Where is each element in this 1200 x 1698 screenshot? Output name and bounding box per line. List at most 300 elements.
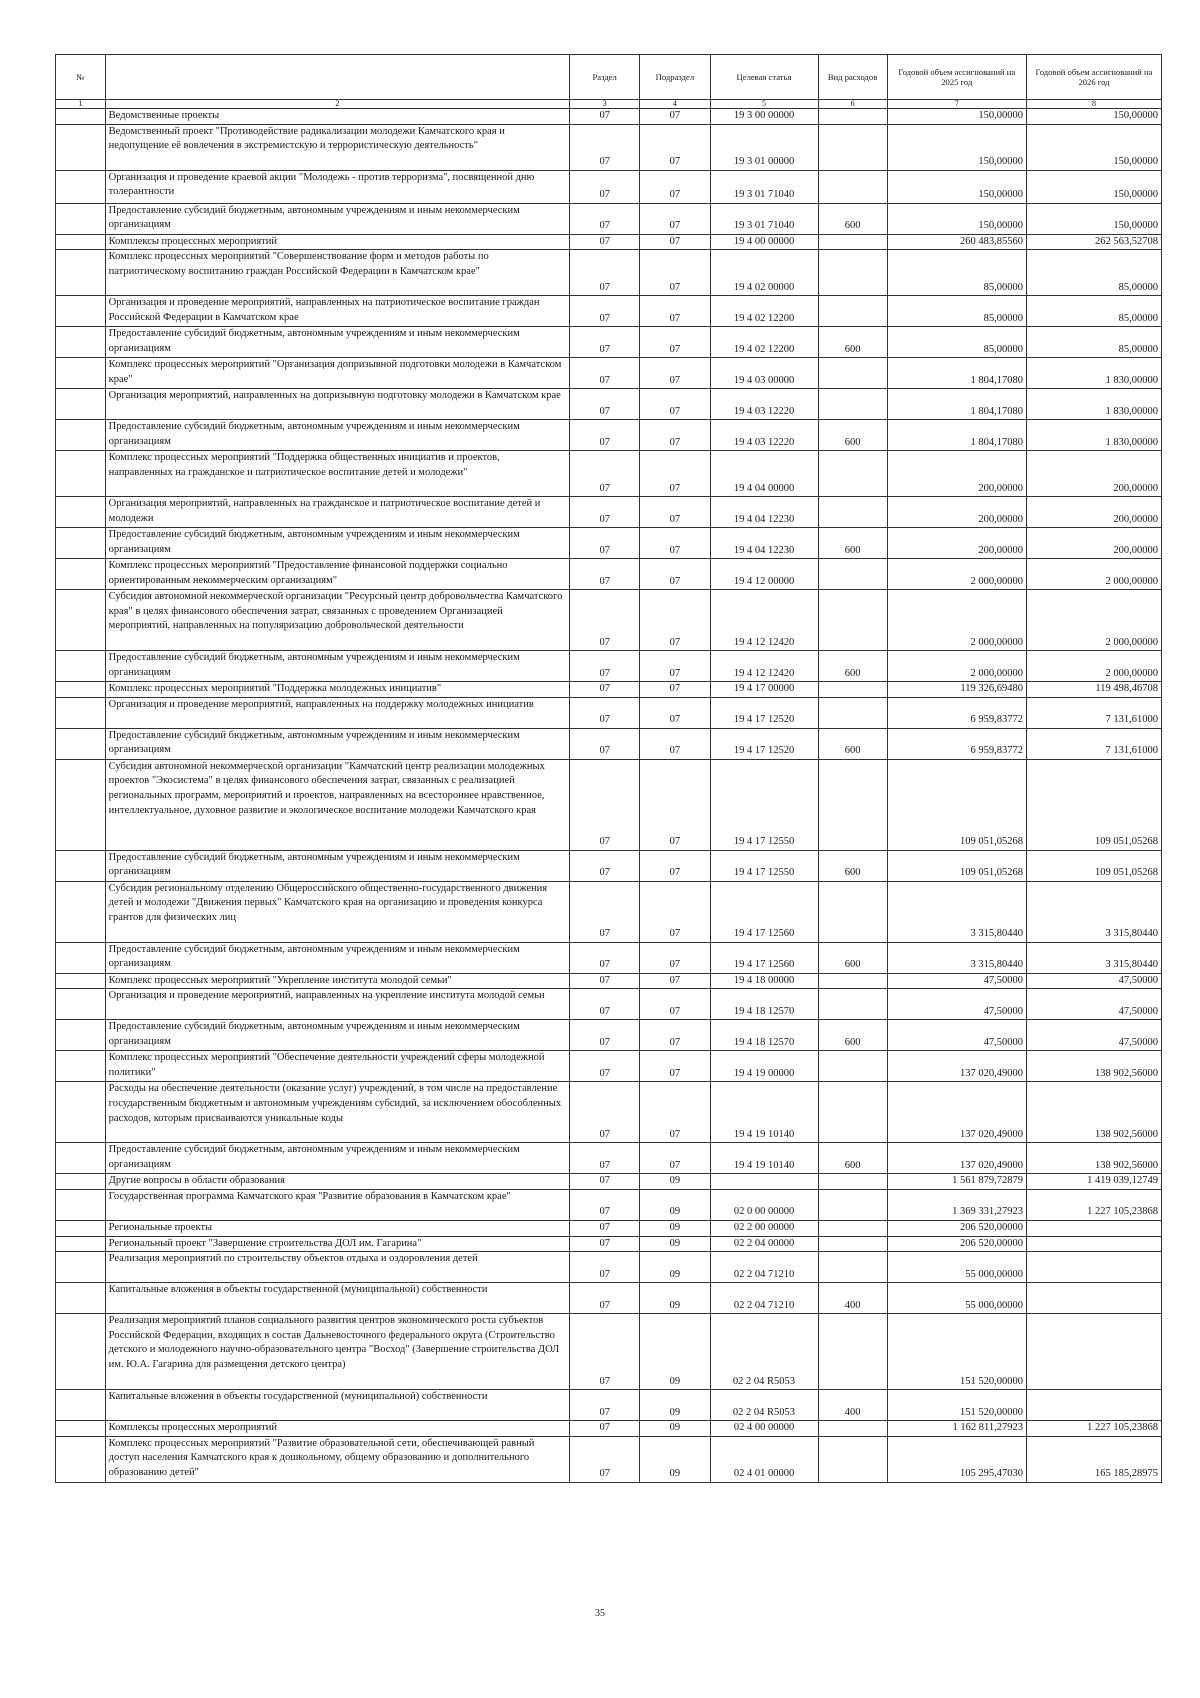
razdel-cell: 07 xyxy=(570,1143,640,1174)
amount-2025-cell: 1 561 879,72879 xyxy=(887,1174,1026,1190)
podrazdel-cell: 07 xyxy=(640,559,710,590)
podrazdel-cell: 07 xyxy=(640,528,710,559)
amount-2025-cell: 2 000,00000 xyxy=(887,559,1026,590)
razdel-cell: 07 xyxy=(570,590,640,651)
table-row xyxy=(56,728,1162,759)
table-row xyxy=(56,697,1162,728)
amount-2025-cell: 200,00000 xyxy=(887,528,1026,559)
row-name-cell: Предоставление субсидий бюджетным, автономным учреждениям и иным некоммерческим организациям xyxy=(105,420,569,451)
table-row xyxy=(56,497,1162,528)
row-number-cell xyxy=(56,528,106,559)
table-row xyxy=(56,234,1162,250)
razdel-cell: 07 xyxy=(570,1020,640,1051)
podrazdel-cell: 07 xyxy=(640,881,710,942)
razdel-cell: 07 xyxy=(570,358,640,389)
column-number: 1 xyxy=(56,100,106,109)
row-number-cell xyxy=(56,124,106,170)
row-name-cell: Субсидия автономной некоммерческой организации "Ресурсный центр добровольчества Камчатского края" в целях финансового обеспечения затрат, связанных с проведением Организацией мероприятий, направленных на популяризацию добровольческой деятельности xyxy=(105,590,569,651)
expense-type-cell xyxy=(818,1189,887,1220)
amount-2025-cell: 137 020,49000 xyxy=(887,1082,1026,1143)
target-article-cell: 02 4 01 00000 xyxy=(710,1436,818,1482)
table-row xyxy=(56,1189,1162,1220)
amount-2026-cell: 262 563,52708 xyxy=(1026,234,1161,250)
amount-2025-cell: 1 804,17080 xyxy=(887,420,1026,451)
row-number-cell xyxy=(56,682,106,698)
table-row xyxy=(56,1220,1162,1236)
target-article-cell: 02 2 04 00000 xyxy=(710,1236,818,1252)
expense-type-cell: 600 xyxy=(818,1143,887,1174)
expense-type-cell xyxy=(818,590,887,651)
target-article-cell: 19 4 19 00000 xyxy=(710,1051,818,1082)
expense-type-cell xyxy=(818,973,887,989)
target-article-cell: 19 4 18 12570 xyxy=(710,1020,818,1051)
row-number-cell xyxy=(56,728,106,759)
table-row xyxy=(56,1421,1162,1437)
amount-2025-cell: 1 162 811,27923 xyxy=(887,1421,1026,1437)
row-number-cell xyxy=(56,559,106,590)
target-article-cell xyxy=(710,1174,818,1190)
table-row xyxy=(56,1174,1162,1190)
razdel-cell: 07 xyxy=(570,1051,640,1082)
amount-2025-cell: 150,00000 xyxy=(887,170,1026,203)
amount-2025-cell: 1 804,17080 xyxy=(887,358,1026,389)
amount-2026-cell: 109 051,05268 xyxy=(1026,850,1161,881)
target-article-cell: 19 4 04 12230 xyxy=(710,497,818,528)
razdel-cell: 07 xyxy=(570,942,640,973)
razdel-cell: 07 xyxy=(570,1421,640,1437)
amount-2025-cell: 55 000,00000 xyxy=(887,1252,1026,1283)
table-row xyxy=(56,420,1162,451)
razdel-cell: 07 xyxy=(570,973,640,989)
row-name-cell: Государственная программа Камчатского края "Развитие образования в Камчатском крае" xyxy=(105,1189,569,1220)
row-name-cell: Региональные проекты xyxy=(105,1220,569,1236)
budget-table-page xyxy=(55,54,1162,1483)
amount-2026-cell xyxy=(1026,1283,1161,1314)
podrazdel-cell: 07 xyxy=(640,590,710,651)
column-number: 3 xyxy=(570,100,640,109)
target-article-cell: 02 2 04 71210 xyxy=(710,1283,818,1314)
amount-2025-cell: 1 369 331,27923 xyxy=(887,1189,1026,1220)
amount-2026-cell: 85,00000 xyxy=(1026,250,1161,296)
row-number-cell xyxy=(56,759,106,850)
row-name-cell: Предоставление субсидий бюджетным, автономным учреждениям и иным некоммерческим организациям xyxy=(105,203,569,234)
podrazdel-cell: 07 xyxy=(640,942,710,973)
razdel-cell: 07 xyxy=(570,451,640,497)
table-row xyxy=(56,1390,1162,1421)
row-number-cell xyxy=(56,989,106,1020)
amount-2026-cell xyxy=(1026,1314,1161,1390)
expense-type-cell: 600 xyxy=(818,651,887,682)
razdel-cell: 07 xyxy=(570,1283,640,1314)
row-number-cell xyxy=(56,1436,106,1482)
amount-2026-cell: 2 000,00000 xyxy=(1026,559,1161,590)
razdel-cell: 07 xyxy=(570,296,640,327)
target-article-cell: 02 0 00 00000 xyxy=(710,1189,818,1220)
row-number-cell xyxy=(56,1020,106,1051)
row-name-cell: Предоставление субсидий бюджетным, автономным учреждениям и иным некоммерческим организациям xyxy=(105,728,569,759)
table-row xyxy=(56,1436,1162,1482)
row-name-cell: Организация мероприятий, направленных на допризывную подготовку молодежи в Камчатском крае xyxy=(105,389,569,420)
table-row xyxy=(56,296,1162,327)
expense-type-cell: 600 xyxy=(818,728,887,759)
amount-2025-cell: 150,00000 xyxy=(887,124,1026,170)
header-target-article: Целевая статья xyxy=(710,55,818,100)
row-number-cell xyxy=(56,1143,106,1174)
row-number-cell xyxy=(56,1220,106,1236)
row-number-cell xyxy=(56,697,106,728)
row-name-cell: Комплекс процессных мероприятий "Поддержка общественных инициатив и проектов, направленных на гражданское и патриотическое воспитание детей и молодежи" xyxy=(105,451,569,497)
target-article-cell: 02 2 00 00000 xyxy=(710,1220,818,1236)
amount-2025-cell: 137 020,49000 xyxy=(887,1051,1026,1082)
podrazdel-cell: 07 xyxy=(640,250,710,296)
table-body xyxy=(56,109,1162,1483)
expense-type-cell xyxy=(818,697,887,728)
table-row xyxy=(56,559,1162,590)
target-article-cell: 19 4 17 12520 xyxy=(710,697,818,728)
target-article-cell: 19 4 00 00000 xyxy=(710,234,818,250)
podrazdel-cell: 07 xyxy=(640,1051,710,1082)
table-row xyxy=(56,1314,1162,1390)
table-row xyxy=(56,651,1162,682)
row-name-cell: Капитальные вложения в объекты государственной (муниципальной) собственности xyxy=(105,1283,569,1314)
amount-2025-cell: 47,50000 xyxy=(887,1020,1026,1051)
table-row xyxy=(56,1236,1162,1252)
row-name-cell: Комплексы процессных мероприятий xyxy=(105,234,569,250)
podrazdel-cell: 07 xyxy=(640,1020,710,1051)
row-name-cell: Реализация мероприятий планов социального развития центров экономического роста субъектов Российской Федерации, входящих в состав Дальневосточного федерального округа (Строительство детского и молодежного научно-образовательного центра "Восход" (Завершение строительства ДОЛ им. Ю.А. Гагарина для размещения детского центра) xyxy=(105,1314,569,1390)
amount-2025-cell: 200,00000 xyxy=(887,497,1026,528)
amount-2026-cell: 109 051,05268 xyxy=(1026,759,1161,850)
target-article-cell: 19 4 17 12560 xyxy=(710,942,818,973)
row-name-cell: Предоставление субсидий бюджетным, автономным учреждениям и иным некоммерческим организациям xyxy=(105,528,569,559)
amount-2026-cell: 138 902,56000 xyxy=(1026,1143,1161,1174)
podrazdel-cell: 09 xyxy=(640,1283,710,1314)
expense-type-cell xyxy=(818,250,887,296)
expense-type-cell xyxy=(818,1252,887,1283)
table-row xyxy=(56,1283,1162,1314)
podrazdel-cell: 07 xyxy=(640,759,710,850)
row-number-cell xyxy=(56,420,106,451)
row-number-cell xyxy=(56,1390,106,1421)
expense-type-cell xyxy=(818,1051,887,1082)
razdel-cell: 07 xyxy=(570,1252,640,1283)
row-number-cell xyxy=(56,250,106,296)
razdel-cell: 07 xyxy=(570,203,640,234)
podrazdel-cell: 07 xyxy=(640,497,710,528)
row-name-cell: Организация и проведение мероприятий, направленных на укрепление института молодой семьи xyxy=(105,989,569,1020)
amount-2025-cell: 260 483,85560 xyxy=(887,234,1026,250)
row-number-cell xyxy=(56,881,106,942)
podrazdel-cell: 07 xyxy=(640,203,710,234)
column-number: 2 xyxy=(105,100,569,109)
target-article-cell: 19 4 18 12570 xyxy=(710,989,818,1020)
razdel-cell: 07 xyxy=(570,1174,640,1190)
row-name-cell: Субсидия региональному отделению Общероссийского общественно-государственного движения детей и молодежи "Движения первых" Камчатского края на организацию и проведения конкурса грантов для физических лиц xyxy=(105,881,569,942)
podrazdel-cell: 07 xyxy=(640,389,710,420)
table-row xyxy=(56,170,1162,203)
row-name-cell: Комплекс процессных мероприятий "Обеспечение деятельности учреждений сферы молодежной политики" xyxy=(105,1051,569,1082)
row-number-cell xyxy=(56,850,106,881)
amount-2025-cell: 3 315,80440 xyxy=(887,881,1026,942)
amount-2026-cell: 119 498,46708 xyxy=(1026,682,1161,698)
podrazdel-cell: 09 xyxy=(640,1189,710,1220)
table-row xyxy=(56,1020,1162,1051)
amount-2026-cell xyxy=(1026,1236,1161,1252)
row-number-cell xyxy=(56,170,106,203)
razdel-cell: 07 xyxy=(570,1436,640,1482)
podrazdel-cell: 09 xyxy=(640,1390,710,1421)
podrazdel-cell: 09 xyxy=(640,1174,710,1190)
expense-type-cell xyxy=(818,497,887,528)
amount-2025-cell: 85,00000 xyxy=(887,296,1026,327)
amount-2026-cell: 1 227 105,23868 xyxy=(1026,1189,1161,1220)
amount-2026-cell: 1 830,00000 xyxy=(1026,358,1161,389)
table-row xyxy=(56,250,1162,296)
target-article-cell: 19 4 18 00000 xyxy=(710,973,818,989)
amount-2026-cell: 85,00000 xyxy=(1026,296,1161,327)
table-header-row xyxy=(56,55,1162,100)
row-number-cell xyxy=(56,1082,106,1143)
podrazdel-cell: 07 xyxy=(640,1143,710,1174)
column-number-row xyxy=(56,100,1162,109)
amount-2025-cell: 150,00000 xyxy=(887,109,1026,125)
row-number-cell xyxy=(56,1421,106,1437)
podrazdel-cell: 07 xyxy=(640,358,710,389)
razdel-cell: 07 xyxy=(570,170,640,203)
row-name-cell: Капитальные вложения в объекты государственной (муниципальной) собственности xyxy=(105,1390,569,1421)
target-article-cell: 19 4 03 00000 xyxy=(710,358,818,389)
table-row xyxy=(56,1051,1162,1082)
target-article-cell: 19 4 04 12230 xyxy=(710,528,818,559)
expense-type-cell xyxy=(818,759,887,850)
amount-2026-cell: 150,00000 xyxy=(1026,170,1161,203)
razdel-cell: 07 xyxy=(570,1189,640,1220)
row-number-cell xyxy=(56,203,106,234)
row-number-cell xyxy=(56,1252,106,1283)
row-number-cell xyxy=(56,358,106,389)
expense-type-cell xyxy=(818,389,887,420)
target-article-cell: 19 4 02 12200 xyxy=(710,327,818,358)
razdel-cell: 07 xyxy=(570,250,640,296)
amount-2025-cell: 3 315,80440 xyxy=(887,942,1026,973)
expense-type-cell: 600 xyxy=(818,528,887,559)
amount-2026-cell: 47,50000 xyxy=(1026,1020,1161,1051)
row-name-cell: Ведомственные проекты xyxy=(105,109,569,125)
podrazdel-cell: 09 xyxy=(640,1220,710,1236)
target-article-cell: 02 2 04 R5053 xyxy=(710,1314,818,1390)
table-row xyxy=(56,942,1162,973)
row-name-cell: Организация и проведение краевой акции "Молодежь - против терроризма", посвященной дню толерантности xyxy=(105,170,569,203)
table-row xyxy=(56,389,1162,420)
razdel-cell: 07 xyxy=(570,1314,640,1390)
row-name-cell: Организация и проведение мероприятий, направленных на патриотическое воспитание граждан Российской Федерации в Камчатском крае xyxy=(105,296,569,327)
table-row xyxy=(56,881,1162,942)
column-number: 8 xyxy=(1026,100,1161,109)
amount-2026-cell: 150,00000 xyxy=(1026,109,1161,125)
target-article-cell: 19 4 17 12560 xyxy=(710,881,818,942)
target-article-cell: 19 4 03 12220 xyxy=(710,420,818,451)
row-number-cell xyxy=(56,1314,106,1390)
row-name-cell: Организация и проведение мероприятий, направленных на поддержку молодежных инициатив xyxy=(105,697,569,728)
column-number: 4 xyxy=(640,100,710,109)
razdel-cell: 07 xyxy=(570,1220,640,1236)
row-name-cell: Комплексы процессных мероприятий xyxy=(105,1421,569,1437)
target-article-cell: 19 4 19 10140 xyxy=(710,1143,818,1174)
amount-2025-cell: 151 520,00000 xyxy=(887,1314,1026,1390)
razdel-cell: 07 xyxy=(570,651,640,682)
razdel-cell: 07 xyxy=(570,989,640,1020)
amount-2026-cell: 47,50000 xyxy=(1026,989,1161,1020)
row-number-cell xyxy=(56,1174,106,1190)
amount-2026-cell: 165 185,28975 xyxy=(1026,1436,1161,1482)
amount-2026-cell: 3 315,80440 xyxy=(1026,942,1161,973)
row-name-cell: Комплекс процессных мероприятий "Совершенствование форм и методов работы по патриотическому воспитанию граждан Российской Федерации в Камчатском крае" xyxy=(105,250,569,296)
table-row xyxy=(56,327,1162,358)
amount-2025-cell: 85,00000 xyxy=(887,327,1026,358)
expense-type-cell xyxy=(818,1236,887,1252)
row-name-cell: Предоставление субсидий бюджетным, автономным учреждениям и иным некоммерческим организациям xyxy=(105,1143,569,1174)
target-article-cell: 02 2 04 R5053 xyxy=(710,1390,818,1421)
amount-2025-cell: 85,00000 xyxy=(887,250,1026,296)
razdel-cell: 07 xyxy=(570,124,640,170)
table-row xyxy=(56,973,1162,989)
razdel-cell: 07 xyxy=(570,497,640,528)
amount-2025-cell: 137 020,49000 xyxy=(887,1143,1026,1174)
row-name-cell: Другие вопросы в области образования xyxy=(105,1174,569,1190)
amount-2025-cell: 150,00000 xyxy=(887,203,1026,234)
table-row xyxy=(56,528,1162,559)
expense-type-cell xyxy=(818,1436,887,1482)
amount-2025-cell: 151 520,00000 xyxy=(887,1390,1026,1421)
expense-type-cell xyxy=(818,1174,887,1190)
row-name-cell: Предоставление субсидий бюджетным, автономным учреждениям и иным некоммерческим организациям xyxy=(105,942,569,973)
target-article-cell: 02 4 00 00000 xyxy=(710,1421,818,1437)
row-name-cell: Комплекс процессных мероприятий "Укрепление института молодой семьи" xyxy=(105,973,569,989)
razdel-cell: 07 xyxy=(570,1082,640,1143)
amount-2026-cell xyxy=(1026,1220,1161,1236)
amount-2026-cell xyxy=(1026,1252,1161,1283)
amount-2025-cell: 206 520,00000 xyxy=(887,1220,1026,1236)
amount-2026-cell: 150,00000 xyxy=(1026,124,1161,170)
podrazdel-cell: 09 xyxy=(640,1314,710,1390)
row-number-cell xyxy=(56,451,106,497)
table-row xyxy=(56,682,1162,698)
row-number-cell xyxy=(56,327,106,358)
target-article-cell: 19 4 17 00000 xyxy=(710,682,818,698)
podrazdel-cell: 07 xyxy=(640,170,710,203)
row-name-cell: Реализация мероприятий по строительству объектов отдыха и оздоровления детей xyxy=(105,1252,569,1283)
expense-type-cell xyxy=(818,1082,887,1143)
amount-2026-cell: 2 000,00000 xyxy=(1026,590,1161,651)
target-article-cell: 19 3 01 71040 xyxy=(710,170,818,203)
row-name-cell: Расходы на обеспечение деятельности (оказание услуг) учреждений, в том числе на предоставление государственным бюджетным и автономным учреждениям субсидий, за исключением обособленных расходов, которым присваиваются уникальные коды xyxy=(105,1082,569,1143)
razdel-cell: 07 xyxy=(570,528,640,559)
razdel-cell: 07 xyxy=(570,559,640,590)
table-row xyxy=(56,989,1162,1020)
target-article-cell: 19 4 17 12520 xyxy=(710,728,818,759)
amount-2026-cell: 1 419 039,12749 xyxy=(1026,1174,1161,1190)
table-row xyxy=(56,1252,1162,1283)
podrazdel-cell: 07 xyxy=(640,327,710,358)
amount-2025-cell: 6 959,83772 xyxy=(887,728,1026,759)
table-row xyxy=(56,1143,1162,1174)
row-name-cell: Региональный проект "Завершение строительства ДОЛ им. Гагарина" xyxy=(105,1236,569,1252)
row-number-cell xyxy=(56,296,106,327)
amount-2026-cell: 7 131,61000 xyxy=(1026,697,1161,728)
amount-2026-cell: 138 902,56000 xyxy=(1026,1051,1161,1082)
razdel-cell: 07 xyxy=(570,850,640,881)
header-podrazdel: Подраздел xyxy=(640,55,710,100)
razdel-cell: 07 xyxy=(570,109,640,125)
amount-2026-cell: 1 830,00000 xyxy=(1026,420,1161,451)
row-name-cell: Предоставление субсидий бюджетным, автономным учреждениям и иным некоммерческим организациям xyxy=(105,327,569,358)
row-number-cell xyxy=(56,973,106,989)
podrazdel-cell: 07 xyxy=(640,989,710,1020)
expense-type-cell xyxy=(818,170,887,203)
row-name-cell: Комплекс процессных мероприятий "Поддержка молодежных инициатив" xyxy=(105,682,569,698)
amount-2026-cell: 138 902,56000 xyxy=(1026,1082,1161,1143)
row-name-cell: Комплекс процессных мероприятий "Развитие образовательной сети, обеспечивающей равный доступ населения Камчатского края к дошкольному, общему образованию и дополнительного образованию детей" xyxy=(105,1436,569,1482)
expense-type-cell: 400 xyxy=(818,1390,887,1421)
column-number: 6 xyxy=(818,100,887,109)
row-number-cell xyxy=(56,1236,106,1252)
podrazdel-cell: 07 xyxy=(640,1082,710,1143)
row-name-cell: Предоставление субсидий бюджетным, автономным учреждениям и иным некоммерческим организациям xyxy=(105,651,569,682)
column-number: 7 xyxy=(887,100,1026,109)
expense-type-cell xyxy=(818,1421,887,1437)
expense-type-cell: 600 xyxy=(818,942,887,973)
table-row xyxy=(56,590,1162,651)
row-name-cell: Комплекс процессных мероприятий "Организация допризывной подготовки молодежи в Камчатском крае" xyxy=(105,358,569,389)
podrazdel-cell: 07 xyxy=(640,109,710,125)
podrazdel-cell: 09 xyxy=(640,1436,710,1482)
target-article-cell: 02 2 04 71210 xyxy=(710,1252,818,1283)
row-number-cell xyxy=(56,590,106,651)
table-row xyxy=(56,124,1162,170)
table-row xyxy=(56,203,1162,234)
column-number: 5 xyxy=(710,100,818,109)
row-name-cell: Ведомственный проект "Противодействие радикализации молодежи Камчатского края и недопущение её вовлечения в экстремистскую и террористическую деятельность" xyxy=(105,124,569,170)
amount-2026-cell: 2 000,00000 xyxy=(1026,651,1161,682)
podrazdel-cell: 07 xyxy=(640,296,710,327)
expense-type-cell xyxy=(818,124,887,170)
amount-2025-cell: 206 520,00000 xyxy=(887,1236,1026,1252)
row-name-cell: Субсидия автономной некоммерческой организации "Камчатский центр реализации молодежных проектов "Экосистема" в целях финансового обеспечения затрат, связанных с реализацией региональных программ, мероприятий и проектов, направленных на всестороннее нравственное, интеллектуальное, духовное развитие и экологическое воспитание молодежи Камчатского края xyxy=(105,759,569,850)
razdel-cell: 07 xyxy=(570,682,640,698)
podrazdel-cell: 07 xyxy=(640,234,710,250)
amount-2025-cell: 2 000,00000 xyxy=(887,651,1026,682)
amount-2025-cell: 109 051,05268 xyxy=(887,850,1026,881)
amount-2026-cell xyxy=(1026,1390,1161,1421)
expense-type-cell xyxy=(818,1314,887,1390)
header-number: № xyxy=(56,55,106,100)
amount-2026-cell: 200,00000 xyxy=(1026,451,1161,497)
amount-2025-cell: 109 051,05268 xyxy=(887,759,1026,850)
razdel-cell: 07 xyxy=(570,420,640,451)
row-number-cell xyxy=(56,1189,106,1220)
row-number-cell xyxy=(56,1283,106,1314)
row-number-cell xyxy=(56,1051,106,1082)
header-volume-2026: Годовой объем ассигнований на 2026 год xyxy=(1026,55,1161,100)
amount-2025-cell: 55 000,00000 xyxy=(887,1283,1026,1314)
budget-table xyxy=(55,54,1162,1483)
target-article-cell: 19 4 17 12550 xyxy=(710,850,818,881)
podrazdel-cell: 07 xyxy=(640,420,710,451)
expense-type-cell xyxy=(818,1220,887,1236)
target-article-cell: 19 4 02 12200 xyxy=(710,296,818,327)
amount-2026-cell: 85,00000 xyxy=(1026,327,1161,358)
razdel-cell: 07 xyxy=(570,759,640,850)
